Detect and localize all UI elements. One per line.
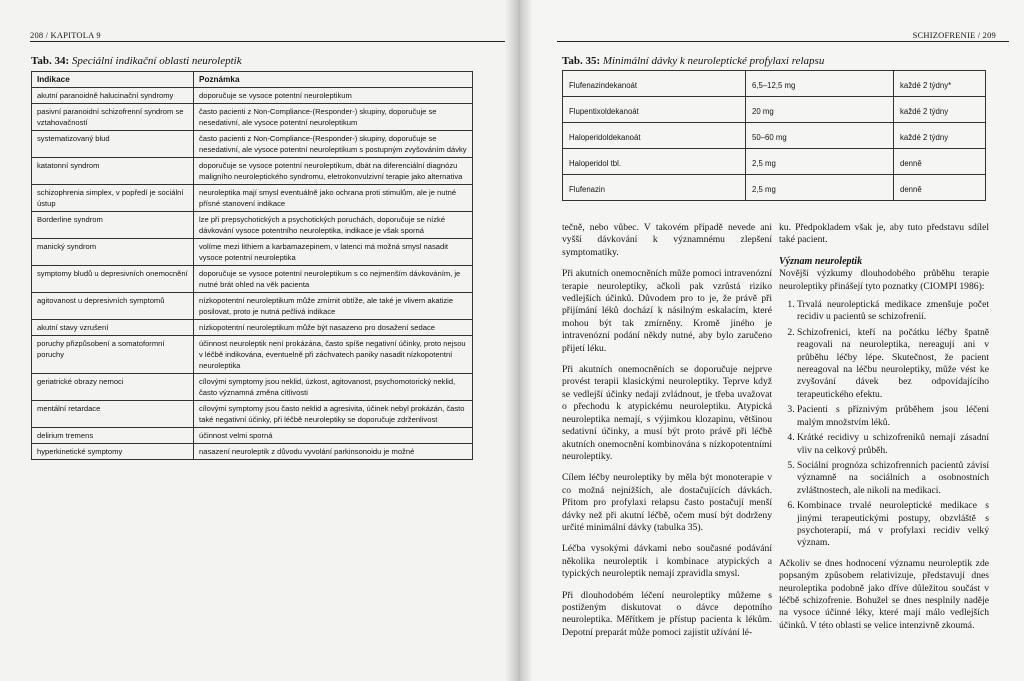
- drug-cell: Haloperidol tbl.: [563, 149, 746, 175]
- note-cell: účinnost velmi sporná: [194, 428, 473, 444]
- note-cell: často pacienti z Non-Compliance-(Responder-) skupiny, doporučuje se nesedativní, ale vysoce potentní neuroleptikum s postupným zvyšováním dávky: [194, 131, 473, 158]
- running-head-right: SCHIZOFRENIE / 209: [912, 30, 996, 40]
- header-rule: [30, 41, 510, 42]
- indication-cell: akutní paranoidně halucinační syndromy: [32, 88, 194, 104]
- paragraph: Novější výzkumy dlouhodobého průběhu terapie neuroleptiky přinášejí tyto poznatky (CIOMPI 1986):: [779, 268, 989, 292]
- note-cell: účinnost neuroleptik není prokázána, často spíše negativní účinky, proto nejsou v léčbě indikována, eventuelně při záchvatech paniky nasadit nízkopotentní neuroleptika: [194, 336, 473, 374]
- table-row: [563, 123, 986, 149]
- list-item: 3. Pacienti s příznivým průběhem jsou léčeni malým množstvím léků.: [797, 404, 989, 429]
- drug-cell: Flufenazindekanoát: [563, 71, 746, 97]
- header-note: Poznámka: [194, 72, 473, 88]
- paragraph: Při dlouhodobém léčení neuroleptiky můžeme s postiženým diskutovat o dávce depotního neuroleptika. Měřítkem je přístup pacienta k lékům. Depotní preparát může pomoci zajistit užívání lé-: [562, 589, 772, 638]
- indication-cell: katatonní syndrom: [32, 158, 194, 185]
- table-row: [32, 239, 473, 266]
- note-cell: doporučuje se vysoce potentní neuroleptikum, dbát na diferenciální diagnózu maligního neuroleptického syndromu, eletrokonvulzivní terapie jako alternativa: [194, 158, 473, 185]
- dose-cell: 50–60 mg: [746, 123, 894, 149]
- table-row: [32, 336, 473, 374]
- interval-cell: každé 2 týdny: [894, 123, 986, 149]
- text-column-2: [779, 222, 989, 641]
- note-cell: doporučuje se vysoce potentní neuroleptikum: [194, 88, 473, 104]
- note-cell: volíme mezi lithiem a karbamazepinem, v latenci má možná smysl nasadit vysoce potentní neuroleptika: [194, 239, 473, 266]
- book-gutter: [505, 0, 533, 681]
- indication-cell: akutní stavy vzrušení: [32, 320, 194, 336]
- table-35-caption: [562, 55, 824, 67]
- table-row: [32, 428, 473, 444]
- section-heading: Význam neuroleptik: [779, 255, 863, 267]
- note-cell: neuroleptika mají smysl eventuálně jako ochrana proti stimulům, ale je nutné přísné stanovení indikace: [194, 185, 473, 212]
- note-cell: doporučuje se vysoce potentní neuroleptikum s co nejmenším dávkováním, je nutné brát ohled na věk pacienta: [194, 266, 473, 293]
- header-rule: [557, 41, 1009, 42]
- note-cell: často pacienti z Non-Compliance-(Responder-) skupiny, doporučuje se nesedativní, ale vysoce potentní neuroleptikum: [194, 104, 473, 131]
- interval-cell: každé 2 týdny: [894, 97, 986, 123]
- table-row: [32, 401, 473, 428]
- indication-cell: manický syndrom: [32, 239, 194, 266]
- table-row: [563, 97, 986, 123]
- interval-cell: denně: [894, 175, 986, 201]
- note-cell: lze při prepsychotických a psychotických poruchách, doporučuje se nízké dávkování vysoce potentního neuroleptika, indikace je však sporná: [194, 212, 473, 239]
- table-35-label: Tab. 35:: [562, 55, 601, 67]
- drug-cell: Haloperidoldekanoát: [563, 123, 746, 149]
- table-row: [32, 104, 473, 131]
- paragraph: Ačkoliv se dnes hodnocení významu neuroleptik zde popsaným způsobem relativizuje, představují dnes neuroleptika podobně jako dříve důležitou součást v léčbě schizofrenie. Bohužel se dnes nesplnily naděje na vysoce účinné léky, které mají málo vedlejších účinků. V této oblasti se velice intenzivně zkoumá.: [779, 557, 989, 631]
- dose-cell: 2,5 mg: [746, 175, 894, 201]
- table-row: [32, 131, 473, 158]
- indication-cell: pasivní paranoidní schizofrenní syndrom se vztahovačností: [32, 104, 194, 131]
- text-column-1: [562, 222, 772, 648]
- table-row: [563, 175, 986, 201]
- table-34-caption: [31, 55, 242, 67]
- note-cell: nasazení neuroleptik z důvodu vyvolání parkinsonoidu je možné: [194, 444, 473, 460]
- table-row: [32, 185, 473, 212]
- list-item: 1. Trvalá neuroleptická medikace zmenšuje počet recidiv u pacientů se schizofrenií.: [797, 299, 989, 324]
- dose-cell: 6,5–12,5 mg: [746, 71, 894, 97]
- indication-cell: geriatrické obrazy nemoci: [32, 374, 194, 401]
- list-item: 4. Krátké recidivy u schizofreniků nemají zásadní vliv na celkový průběh.: [797, 432, 989, 457]
- list-item: 2. Schizofrenici, kteří na počátku léčby špatně reagovali na neuroleptika, nereagují ani v průběhu léčby lépe. Skutečnost, že pacient nereagoval na léčbu neuroleptiky, může vést ke zvyšování dávek bez odpovídajícího terapeutického efektu.: [797, 327, 989, 401]
- indication-cell: Borderline syndrom: [32, 212, 194, 239]
- table-row: [32, 88, 473, 104]
- paragraph: tečně, nebo vůbec. V takovém případě nevede ani vyšší dávkování k významnému zlepšení symptomatiky.: [562, 222, 772, 258]
- table-row: [32, 158, 473, 185]
- interval-cell: každé 2 týdny*: [894, 71, 986, 97]
- list-item: 5. Sociální prognóza schizofrenních pacientů závisí významně na sociálních a osobnostních zvláštnostech, ale nikoli na medikaci.: [797, 460, 989, 497]
- indication-cell: delirium tremens: [32, 428, 194, 444]
- minimal-doses-table-body: [563, 71, 986, 201]
- header-indication: Indikace: [32, 72, 194, 88]
- findings-list: [779, 299, 989, 550]
- indication-cell: symptomy bludů u depresivních onemocnění: [32, 266, 194, 293]
- paragraph: Léčba vysokými dávkami nebo současné podávání několika neuroleptik i kombinace atypických a typických neuroleptik nemají zpravidla smysl.: [562, 543, 772, 580]
- table-row: [32, 320, 473, 336]
- table-row: [32, 266, 473, 293]
- paragraph: ku. Předpokladem však je, aby tuto představu sdílel také pacient.: [779, 222, 989, 246]
- indications-table: [31, 71, 473, 460]
- minimal-doses-table: [562, 70, 986, 201]
- table-34-label: Tab. 34:: [31, 55, 70, 67]
- drug-cell: Flufenazin: [563, 175, 746, 201]
- note-cell: cílovými symptomy jsou neklid, úzkost, agitovanost, psychomotorický neklid, často významná změna cítlivosti: [194, 374, 473, 401]
- table-row: [32, 444, 473, 460]
- table-row: [563, 71, 986, 97]
- table-row: [563, 149, 986, 175]
- table-row: [32, 374, 473, 401]
- paragraph: Cílem léčby neuroleptiky by měla být monoterapie v co možná nejnižších, ale dostačujících dávkách. Přitom pro profylaxi relapsu často postačují menší dávky než při akutní léčbě, očem musí být dodrženy určité minimální dávky (tabulka 35).: [562, 472, 772, 533]
- indication-cell: poruchy přizpůsobení a somatoformní poruchy: [32, 336, 194, 374]
- table-row: [32, 212, 473, 239]
- indication-cell: systematizovaný blud: [32, 131, 194, 158]
- indications-table-body: [32, 88, 473, 460]
- running-head-left: 208 / KAPITOLA 9: [30, 30, 101, 40]
- interval-cell: denně: [894, 149, 986, 175]
- indication-cell: agitovanost u depresivních symptomů: [32, 293, 194, 320]
- dose-cell: 2,5 mg: [746, 149, 894, 175]
- indication-cell: mentální retardace: [32, 401, 194, 428]
- note-cell: cílovými symptomy jsou často neklid a agresivita, účinek nebyl prokázán, často také negativní účinky, při léčbě neuroleptiky se doporučuje zdrženlivost: [194, 401, 473, 428]
- note-cell: nízkopotentní neuroleptikum může zmírnit obtíže, ale také je vlivem akatizie posilovat, proto je nutná pečlivá indikace: [194, 293, 473, 320]
- paragraph: Při akutních onemocněních může pomoci intravenózní terapie neuroleptiky, ačkoli pak vzrůstá riziko vedlejších účinků. Důvodem pro to je, že právě při přijímání léků dochází k násilným eskalacím, které mohou být tak zmírněny. Kromě jiného je intravenózní podání někdy nutné, aby bylo zaručeno přijetí léku.: [562, 268, 772, 354]
- dose-cell: 20 mg: [746, 97, 894, 123]
- list-item: 6. Kombinace trvalé neuroleptické medikace s jinými terapeutickými postupy, obzvláště s psychoterapií, má v profylaxi recidiv velký význam.: [797, 500, 989, 550]
- paragraph: Při akutních onemocněních se doporučuje nejprve provést terapii klasickými neuroleptiky. Teprve když se vedlejší účinky nedají zvládnout, je třeba uvažovat o přechodu k atypickému neuroleptiku. Atypická neuroleptika nemají, s výjimkou klozapinu, většinou sedativní účinky, a musí být proto právě při léčbě akutních onemocnění kombinována s nízkopotentními neuroleptiky.: [562, 364, 772, 462]
- table-34-title: Speciální indikační oblasti neuroleptik: [71, 55, 242, 67]
- note-cell: nízkopotentní neuroleptikum může být nasazeno pro dosažení sedace: [194, 320, 473, 336]
- drug-cell: Flupentixoldekanoát: [563, 97, 746, 123]
- table-35-title: Minimální dávky k neuroleptické profylaxi relapsu: [602, 55, 825, 67]
- table-row: [32, 293, 473, 320]
- indication-cell: hyperkinetické symptomy: [32, 444, 194, 460]
- indication-cell: schizophrenia simplex, v popředí je sociální ústup: [32, 185, 194, 212]
